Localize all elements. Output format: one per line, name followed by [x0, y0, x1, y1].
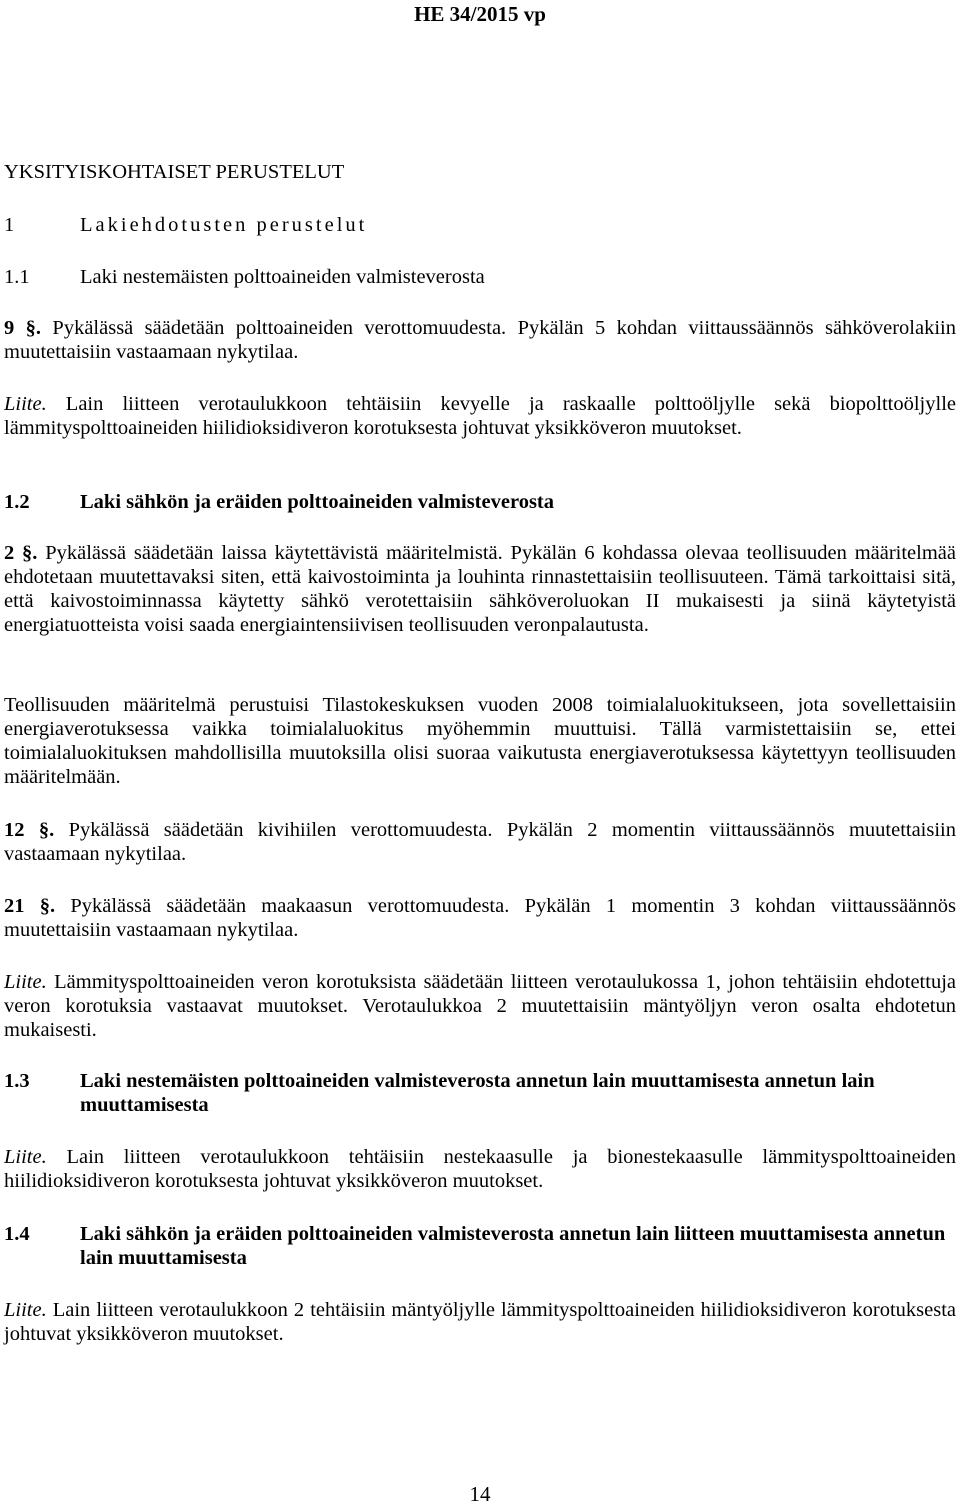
main-title: YKSITYISKOHTAISET PERUSTELUT: [4, 161, 345, 183]
paragraph-9-section: [4, 316, 956, 364]
subsection-title: Laki nestemäisten polttoaineiden valmisteverosta annetun lain muuttamisesta annetun lain muuttamisesta: [80, 1070, 875, 1116]
document-id-header: HE 34/2015 vp: [414, 2, 546, 26]
section-ref: 9 §.: [4, 317, 42, 339]
paragraph-liite-1: [4, 392, 956, 440]
paragraph-text: Lain liitteen verotaulukkoon tehtäisiin nestekaasulle ja bionestekaasulle lämmityspolttoaineiden hiilidioksidiveron korotuksesta johtuvat yksikköveron muutokset.: [4, 1146, 956, 1192]
section-heading-1: [4, 213, 956, 237]
subsection-heading-1-3: [4, 1069, 956, 1117]
paragraph-text: Lain liitteen verotaulukkoon 2 tehtäisiin mäntyöljylle lämmityspolttoaineiden hiilidioksidiveron korotuksesta johtuvat yksikköveron muutokset.: [4, 1299, 956, 1345]
paragraph-liite-2: [4, 970, 956, 1042]
paragraph-2-section: [4, 541, 956, 637]
paragraph-21-section: [4, 894, 956, 942]
paragraph-text: Lain liitteen verotaulukkoon tehtäisiin kevyelle ja raskaalle polttoöljylle sekä biopolttoöljylle lämmityspolttoaineiden hiilidioksidiveron korotuksesta johtuvat yksikköveron muutokset.: [4, 393, 956, 439]
section-ref: 2 §.: [4, 542, 38, 564]
subsection-heading-1-1: [4, 265, 956, 289]
subsection-heading-1-2: [4, 490, 956, 514]
paragraph-text: Pykälässä säädetään maakaasun verottomuudesta. Pykälän 1 momentin 3 kohdan viittaussäännös muutettaisiin vastaamaan nykytilaa.: [4, 895, 956, 941]
section-ref: 21 §.: [4, 895, 56, 917]
subsection-title: Laki sähkön ja eräiden polttoaineiden valmisteverosta annetun lain liitteen muuttamisesta annetun lain muuttamisesta: [80, 1223, 946, 1269]
subsection-title: Laki sähkön ja eräiden polttoaineiden valmisteverosta: [80, 491, 554, 513]
liite-label: Liite.: [4, 1299, 47, 1321]
subsection-number: 1.2: [4, 491, 30, 513]
liite-label: Liite.: [4, 393, 47, 415]
section-number: 1: [4, 214, 15, 236]
paragraph-teollisuus: Teollisuuden määritelmä perustuisi Tilastokeskuksen vuoden 2008 toimialaluokitukseen, jota sovellettaisiin energiaverotuksessa vaikka toimialaluokitus myöhemmin muuttuisi. Tällä varmistettaisiin se, ettei toimialaluokituksen mahdollisilla muutoksilla olisi suoraa vaikutusta energiaverotuksessa käytettyyn teollisuuden määritelmään.: [4, 694, 956, 788]
page-number: 14: [469, 1482, 491, 1506]
paragraph-12-section: [4, 818, 956, 866]
subsection-title: Laki nestemäisten polttoaineiden valmisteverosta: [80, 266, 485, 288]
paragraph-text: Lämmityspolttoaineiden veron korotuksista säädetään liitteen verotaulukossa 1, johon tehtäisiin ehdotettuja veron korotuksia vastaavat muutokset. Verotaulukkoa 2 muutettaisiin mäntyöljyn veron osalta ehdotetun mukaisesti.: [4, 971, 956, 1041]
paragraph-text: Pykälässä säädetään kivihiilen verottomuudesta. Pykälän 2 momentin viittaussäännös muutettaisiin vastaamaan nykytilaa.: [4, 819, 956, 865]
section-title: Lakiehdotusten perustelut: [80, 214, 368, 236]
paragraph-text: Pykälässä säädetään laissa käytettävistä määritelmistä. Pykälän 6 kohdassa olevaa teollisuuden määritelmää ehdotetaan muutettavaksi siten, että kaivostoiminta ja louhinta rinnastettaisiin teollisuuteen. Tämä tarkoittaisi sitä, että kaivostoiminnassa käytetty sähkö verotettaisiin sähköveroluokan II mukaisesti ja siinä käytetyistä energiatuotteista voisi saada energiaintensiivisen teollisuuden veronpalautusta.: [4, 542, 956, 636]
section-ref: 12 §.: [4, 819, 55, 841]
paragraph-liite-4: [4, 1298, 956, 1346]
liite-label: Liite.: [4, 1146, 47, 1168]
paragraph-text: Pykälässä säädetään polttoaineiden verottomuudesta. Pykälän 5 kohdan viittaussäännös sähköverolakiin muutettaisiin vastaamaan nykytilaa.: [4, 317, 956, 363]
subsection-number: 1.4: [4, 1223, 30, 1245]
subsection-heading-1-4: [4, 1222, 956, 1270]
subsection-number: 1.3: [4, 1070, 30, 1092]
paragraph-liite-3: [4, 1145, 956, 1193]
liite-label: Liite.: [4, 971, 47, 993]
subsection-number: 1.1: [4, 266, 30, 288]
